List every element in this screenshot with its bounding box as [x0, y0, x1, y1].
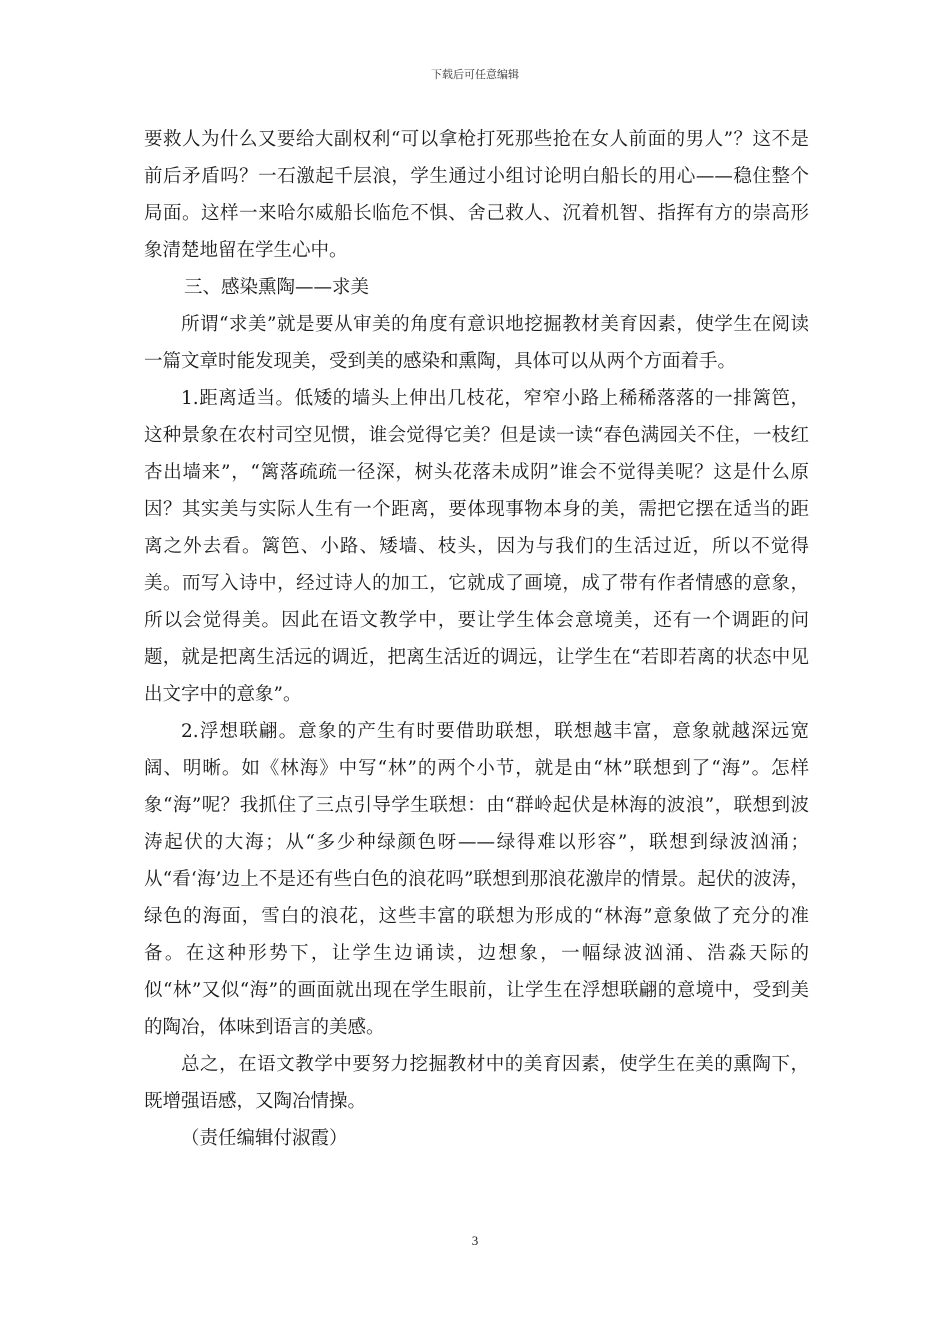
paragraph-conclusion: 总之，在语文教学中要努力挖掘教材中的美育因素，使学生在美的熏陶下，既增强语感，又陶冶情操。	[144, 1054, 809, 1112]
article-body	[144, 121, 809, 1157]
paragraph-point-1: 1.距离适当。低矮的墙头上伸出几枝花，窄窄小路上稀稀落落的一排篱笆，这种景象在农村司空见惯，谁会觉得它美？但是读一读“春色满园关不住，一枝红杏出墙来”，“篱落疏疏一径深，树头花落未成阴”谁会不觉得美呢？这是什么原因？其实美与实际人生有一个距离，要体现事物本身的美，需把它摆在适当的距离之外去看。篱笆、小路、矮墙、枝头，因为与我们的生活过近，所以不觉得美。而写入诗中，经过诗人的加工，它就成了画境，成了带有作者情感的意象，所以会觉得美。因此在语文教学中，要让学生体会意境美，还有一个调距的问题，就是把离生活远的调近，把离生活近的调远，让学生在“若即若离的状态中见出文字中的意象”。	[144, 388, 809, 705]
page-number: 3	[471, 1233, 479, 1248]
editor-credit: （责任编辑付淑霞）	[181, 1128, 348, 1149]
paragraph-point-2: 2.浮想联翩。意象的产生有时要借助联想，联想越丰富，意象就越深远宽阔、明晰。如《林海》中写“林”的两个小节，就是由“林”联想到了“海”。怎样象“海”呢？我抓住了三点引导学生联想：由“群岭起伏是林海的波浪”，联想到波涛起伏的大海；从“多少种绿颜色呀——绿得难以形容”，联想到绿波汹涌；从“看‘海’边上不是还有些白色的浪花吗”联想到那浪花激岸的情景。起伏的波涛，绿色的海面，雪白的浪花，这些丰富的联想为形成的“林海”意象做了充分的准备。在这种形势下，让学生边诵读，边想象，一幅绿波汹涌、浩淼天际的似“林”又似“海”的画面就出现在学生眼前，让学生在浮想联翩的意境中，受到美的陶冶，体味到语言的美感。	[144, 721, 809, 1038]
page-header: 下载后可任意编辑	[431, 68, 519, 81]
section-heading: 三、感染熏陶——求美	[184, 277, 370, 298]
paragraph-continued: 要救人为什么又要给大副权利“可以拿枪打死那些抢在女人前面的男人”？这不是前后矛盾吗？一石激起千层浪，学生通过小组讨论明白船长的用心——稳住整个局面。这样一来哈尔威船长临危不惧、舍己救人、沉着机智、指挥有方的崇高形象清楚地留在学生心中。	[144, 129, 809, 261]
paragraph-intro: 所谓“求美”就是要从审美的角度有意识地挖掘教材美育因素，使学生在阅读一篇文章时能发现美，受到美的感染和熏陶，具体可以从两个方面着手。	[144, 314, 809, 372]
